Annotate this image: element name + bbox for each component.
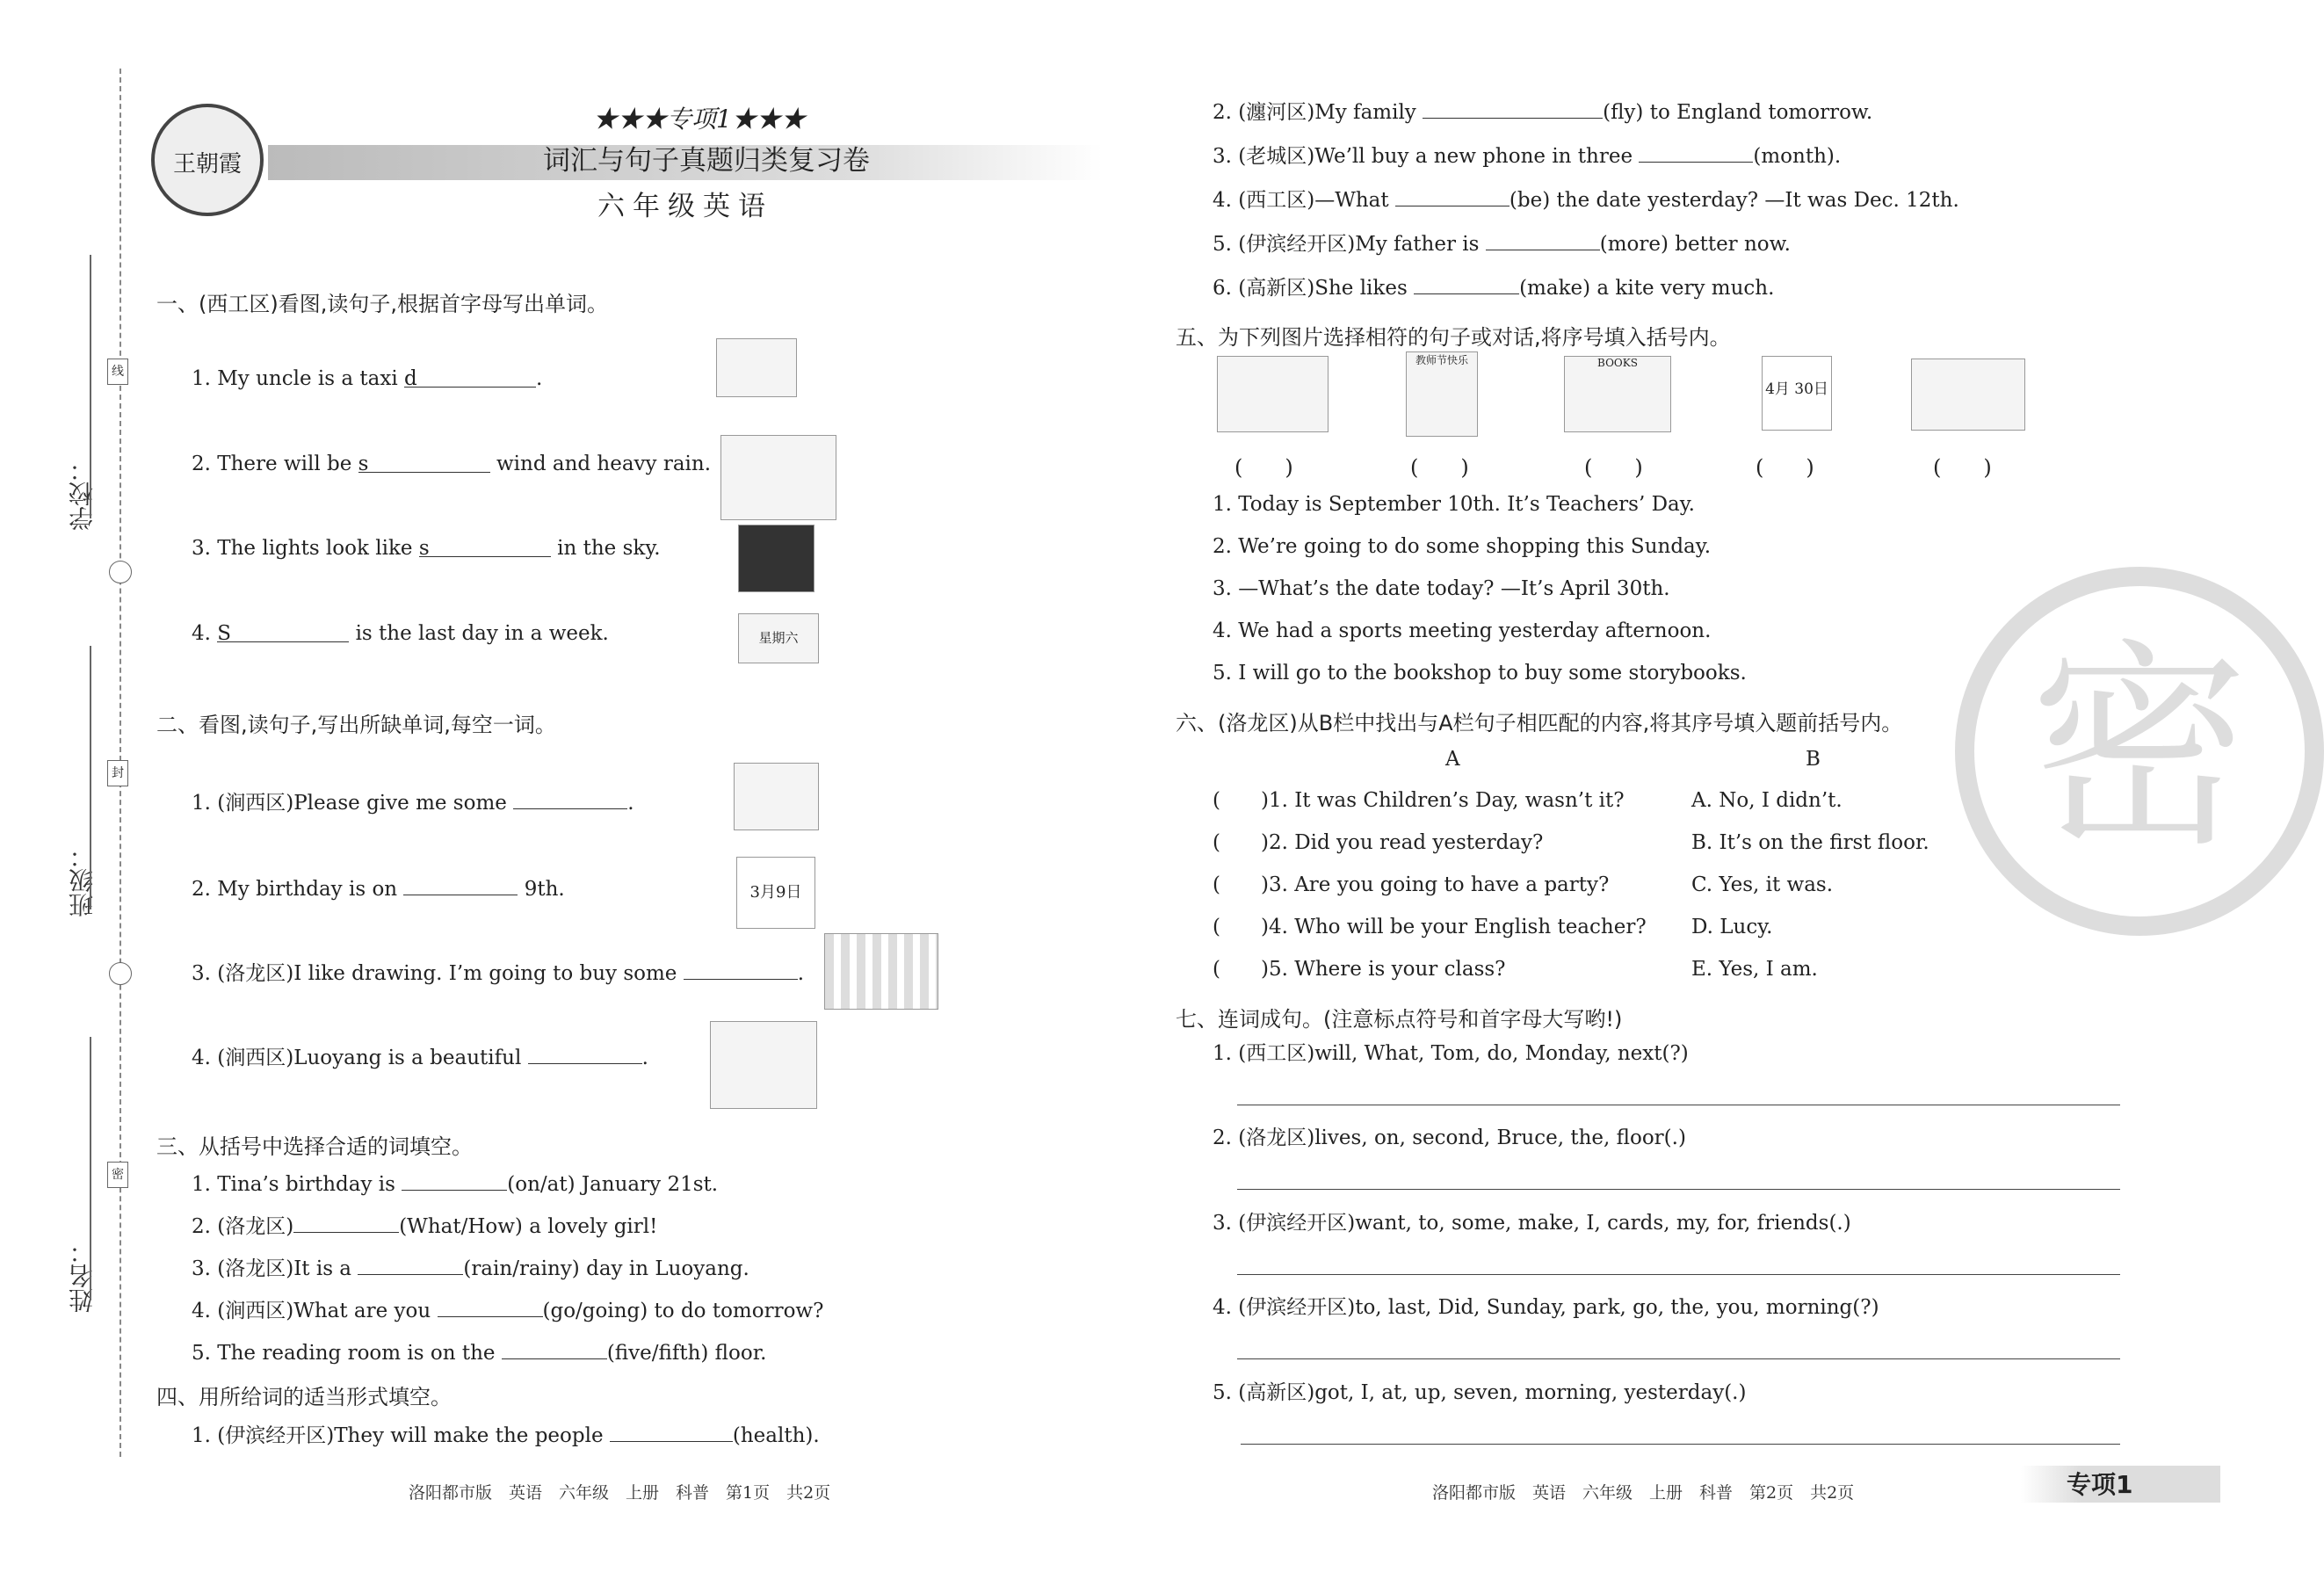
footer-right: 洛阳都市版 英语 六年级 上册 科普 第2页 共2页 — [1432, 1483, 1855, 1503]
s3-item: 5. The reading room is on the (five/fifth) floor. — [192, 1342, 767, 1365]
class-label: 班级： — [68, 844, 97, 917]
s5-sentence: 2. We’re going to do some shopping this Sunday. — [1213, 535, 1712, 558]
section-1-heading: 一、(西工区)看图,读句子,根据首字母写出单词。 — [156, 292, 608, 316]
footer-left: 洛阳都市版 英语 六年级 上册 科普 第1页 共2页 — [409, 1483, 831, 1503]
section-2-heading: 二、看图,读句子,写出所缺单词,每空一词。 — [156, 713, 556, 737]
s2-item: 1. (涧西区)Please give me some . — [192, 792, 634, 815]
s2-item: 2. My birthday is on 9th. — [192, 878, 565, 901]
section-4-heading: 四、用所给词的适当形式填空。 — [156, 1385, 452, 1409]
s1-item: 4. S is the last day in a week. — [192, 622, 609, 645]
binding-hole-icon — [109, 561, 132, 583]
starry-sky-picture — [738, 525, 814, 592]
s6-b-item: B. It’s on the first floor. — [1691, 831, 1929, 854]
s6-b-item: C. Yes, it was. — [1691, 873, 1834, 896]
answer-line[interactable] — [1237, 1274, 2120, 1275]
calendar-april-30-label: 4月 30日 — [1765, 380, 1828, 398]
s5-sentence: 5. I will go to the bookshop to buy some storybooks. — [1213, 662, 1747, 685]
answer-parentheses[interactable]: ( ) — [1234, 455, 1293, 480]
sports-meeting-picture — [1911, 359, 2025, 431]
header-tag: ★★★专项1★★★ — [593, 105, 806, 134]
secret-watermark — [1955, 567, 2324, 936]
s3-item: 3. (洛龙区)It is a (rain/rainy) day in Luoyang. — [192, 1257, 749, 1280]
s4-item: 3. (老城区)We’ll buy a new phone in three (month). — [1213, 145, 1842, 168]
footer-tag: 专项1 — [2067, 1470, 2133, 1499]
section-6-heading: 六、(洛龙区)从B栏中找出与A栏句子相匹配的内容,将其序号填入题前括号内。 — [1176, 711, 1903, 735]
column-b-header: B — [1806, 748, 1821, 771]
s5-sentence: 4. We had a sports meeting yesterday afternoon. — [1213, 619, 1712, 642]
crayons-picture — [824, 933, 938, 1010]
windy-rain-picture — [720, 435, 836, 520]
page-subtitle: 六年级英语 — [597, 191, 773, 222]
s6-a-item: ( )2. Did you read yesterday? — [1213, 831, 1544, 854]
s4-item: 5. (伊滨经开区)My father is (more) better now. — [1213, 233, 1791, 256]
s6-b-item: A. No, I didn’t. — [1691, 789, 1843, 812]
s7-item: 5. (高新区)got, I, at, up, seven, morning, yesterday(.) — [1213, 1381, 1747, 1404]
bookshop-sign: BOOKS — [1597, 357, 1638, 369]
answer-line[interactable] — [1237, 1358, 2120, 1359]
brand-logo-text: 王朝霞 — [172, 151, 242, 177]
section-5-heading: 五、为下列图片选择相符的句子或对话,将序号填入括号内。 — [1176, 325, 1731, 350]
s6-b-item: E. Yes, I am. — [1691, 958, 1818, 981]
candy-picture — [734, 763, 819, 830]
s7-item: 1. (西工区)will, What, Tom, do, Monday, next(?) — [1213, 1042, 1689, 1065]
s3-item: 4. (涧西区)What are you (go/going) to do tomorrow? — [192, 1300, 824, 1322]
s1-item: 2. There will be s wind and heavy rain. — [192, 453, 712, 475]
s4-item: 1. (伊滨经开区)They will make the people (health). — [192, 1424, 820, 1447]
date-march-9-label: 3月9日 — [749, 883, 802, 902]
binding-hole-icon — [109, 962, 132, 985]
s5-sentence: 1. Today is September 10th. It’s Teachers’ Day. — [1213, 493, 1695, 516]
school-label: 学校： — [68, 457, 97, 531]
name-label: 姓名： — [68, 1239, 97, 1313]
section-7-heading: 七、连词成句。(注意标点符号和首字母大写哟!) — [1176, 1007, 1623, 1032]
s1-item: 1. My uncle is a taxi d . — [192, 367, 543, 390]
teachers-day-label: 教师节快乐 — [1415, 354, 1468, 366]
calendar-april-30-picture — [1762, 356, 1832, 431]
s6-a-item: ( )1. It was Children’s Day, wasn’t it? — [1213, 789, 1625, 812]
page-title: 词汇与句子真题归类复习卷 — [543, 145, 870, 177]
seal-mark-seal: 封 — [107, 760, 128, 786]
s7-item: 2. (洛龙区)lives, on, second, Bruce, the, floor(.) — [1213, 1126, 1686, 1149]
s2-item: 4. (涧西区)Luoyang is a beautiful . — [192, 1047, 648, 1069]
bookshop-picture — [1564, 356, 1671, 432]
s4-item: 4. (西工区)—What (be) the date yesterday? —It was Dec. 12th. — [1213, 189, 1959, 212]
s7-item: 4. (伊滨经开区)to, last, Did, Sunday, park, go, the, you, morning(?) — [1213, 1296, 1879, 1319]
column-a-header: A — [1445, 748, 1460, 771]
date-march-9-picture — [736, 857, 815, 929]
teachers-day-picture — [1406, 351, 1478, 437]
seal-mark-secret: 密 — [107, 1162, 128, 1188]
section-3-heading: 三、从括号中选择合适的词填空。 — [156, 1134, 473, 1159]
brand-logo — [151, 104, 264, 216]
s3-item: 1. Tina’s birthday is (on/at) January 21st. — [192, 1173, 719, 1196]
shopping-picture — [1217, 356, 1329, 432]
s2-item: 3. (洛龙区)I like drawing. I’m going to buy some . — [192, 962, 805, 985]
answer-parentheses[interactable]: ( ) — [1410, 455, 1469, 480]
taxi-picture — [716, 338, 797, 397]
s6-a-item: ( )4. Who will be your English teacher? — [1213, 916, 1647, 938]
answer-parentheses[interactable]: ( ) — [1756, 455, 1814, 480]
answer-parentheses[interactable]: ( ) — [1584, 455, 1643, 480]
s7-item: 3. (伊滨经开区)want, to, some, make, I, cards, my, for, friends(.) — [1213, 1212, 1851, 1235]
name-line — [90, 1037, 91, 1300]
calendar-saturday-label: 星期六 — [758, 630, 799, 646]
s3-item: 2. (洛龙区) (What/How) a lovely girl! — [192, 1215, 658, 1238]
answer-line[interactable] — [1241, 1444, 2120, 1445]
s1-item: 3. The lights look like s in the sky. — [192, 537, 661, 560]
calendar-saturday-picture — [738, 613, 819, 663]
s6-a-item: ( )3. Are you going to have a party? — [1213, 873, 1610, 896]
s5-sentence: 3. —What’s the date today? —It’s April 30th. — [1213, 577, 1670, 600]
class-line — [90, 646, 91, 909]
answer-parentheses[interactable]: ( ) — [1933, 455, 1992, 480]
seal-mark-line: 线 — [107, 359, 128, 385]
pagoda-city-picture — [710, 1021, 817, 1109]
s4-item: 6. (高新区)She likes (make) a kite very much. — [1213, 277, 1775, 300]
answer-line[interactable] — [1237, 1189, 2120, 1190]
watermark-glyph: 密 — [2030, 620, 2249, 876]
s6-b-item: D. Lucy. — [1691, 916, 1773, 938]
school-line — [90, 255, 91, 518]
s4-item: 2. (瀍河区)My family (fly) to England tomorrow. — [1213, 101, 1873, 124]
s6-a-item: ( )5. Where is your class? — [1213, 958, 1506, 981]
